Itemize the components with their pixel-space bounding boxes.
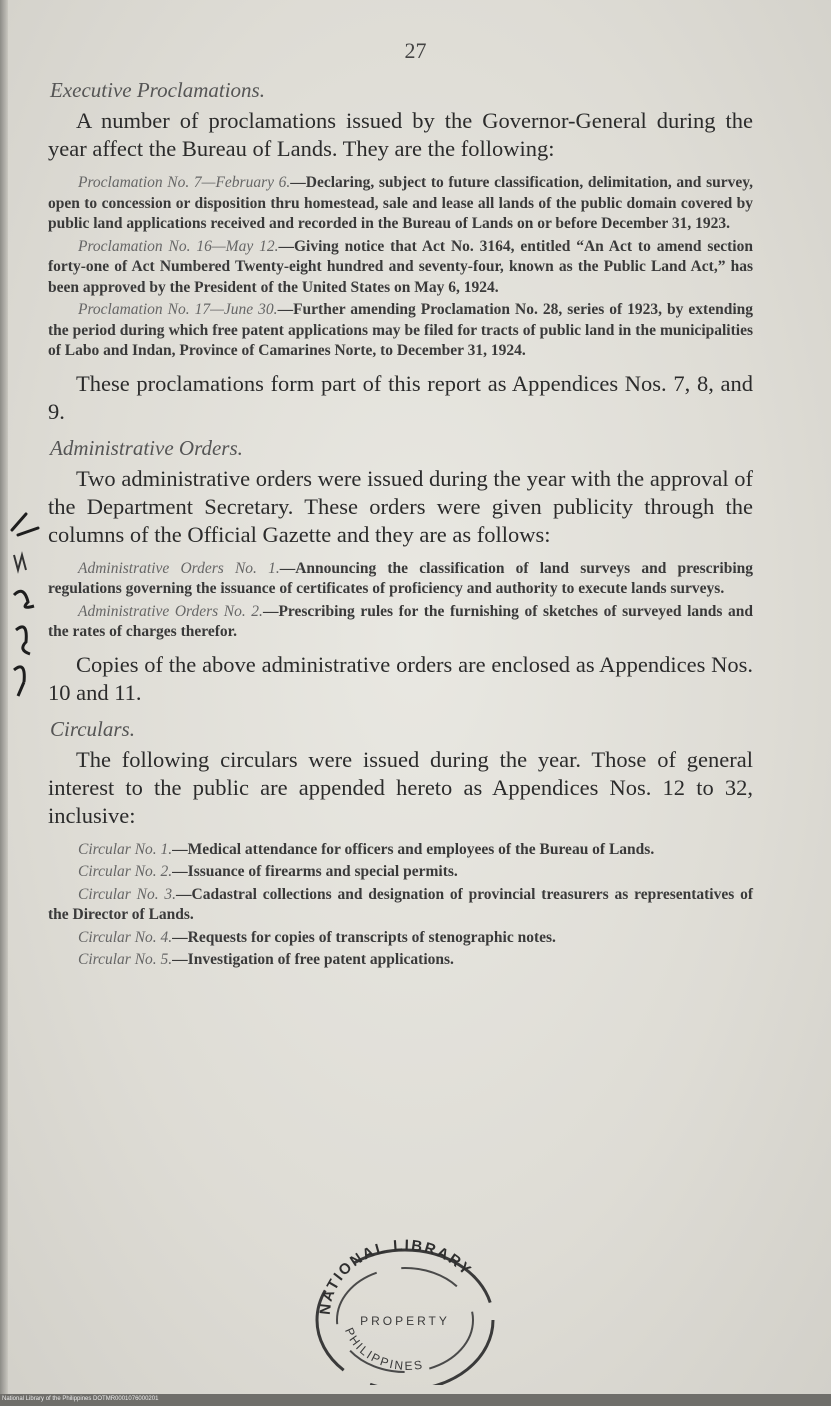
section-heading-circulars: Circulars. bbox=[50, 716, 135, 741]
handwritten-margin-mark bbox=[8, 510, 48, 700]
administrative-list bbox=[48, 559, 753, 643]
administrative-intro: Two administrative orders were issued during the year with the approval of the Department Secretary. These orders were given publicity through the columns of the Official Gazette and they are as follows: bbox=[48, 465, 753, 547]
executive-closing: These proclamations form part of this report as Appendices Nos. 7, 8, and 9. bbox=[48, 370, 753, 424]
list-item: Circular No. 1.—Medical attendance for officers and employees of the Bureau of Lands. bbox=[78, 840, 655, 858]
section-heading-executive: Executive Proclamations. bbox=[50, 78, 265, 102]
list-item: Proclamation No. 7—February 6.—Declaring, subject to future classification, delimitation, and survey, open to concession or disposition thru homestead, sale and lease all lands of the public domain covered by public land applications received and recorded in the Bureau of Lands on or before December 31, 1923. bbox=[48, 174, 753, 232]
book-spine-shadow bbox=[0, 0, 8, 1406]
circulars-intro: The following circulars were issued during the year. Those of general interest to the public are appended hereto as Appendices Nos. 12 to 32, inclusive: bbox=[48, 746, 753, 828]
list-item: Proclamation No. 16—May 12.—Giving notice that Act No. 3164, entitled “An Act to amend section forty-one of Act Numbered Twenty-eight hundred and seventy-four, known as the Public Land Act,” has been approved by the President of the United States on May 6, 1924. bbox=[48, 237, 753, 296]
executive-list bbox=[48, 173, 753, 362]
library-stamp bbox=[300, 1235, 510, 1385]
stamp-middle-text: PROPERTY bbox=[360, 1314, 450, 1328]
scan-footer-text: National Library of the Philippines DOTMR0001076000201 bbox=[2, 1396, 159, 1402]
executive-intro: A number of proclamations issued by the Governor-General during the year affect the Bureau of Lands. They are the following: bbox=[48, 108, 753, 161]
stamp-top-text: NATIONAL LIBRARY bbox=[316, 1236, 476, 1316]
stamp-bottom-text: PHILIPPINES bbox=[342, 1325, 426, 1374]
circulars-list bbox=[48, 840, 753, 971]
list-item: Circular No. 2.—Issuance of firearms and special permits. bbox=[78, 863, 458, 880]
list-item: Proclamation No. 17—June 30.—Further amending Proclamation No. 28, series of 1923, by extending the period during which free patent applications may be filed for tracts of public land in the municipalities of Labo and Indan, Province of Camarines Norte, to December 31, 1924. bbox=[48, 301, 753, 359]
list-item: Circular No. 4.—Requests for copies of transcripts of stenographic notes. bbox=[78, 928, 556, 946]
list-item: Administrative Orders No. 2.—Prescribing rules for the furnishing of sketches of surveyed lands and the rates of charges therefor. bbox=[48, 602, 754, 640]
list-item: Administrative Orders No. 1.—Announcing the classification of land surveys and prescribing regulations governing the issuance of certificates of proficiency and authority to execute lands surveys. bbox=[48, 559, 753, 597]
page-number: 27 bbox=[404, 38, 427, 63]
svg-text:PHILIPPINES bbox=[342, 1325, 425, 1373]
administrative-closing: Copies of the above administrative orders are enclosed as Appendices Nos. 10 and 11. bbox=[48, 651, 753, 705]
section-heading-administrative: Administrative Orders. bbox=[50, 435, 243, 460]
list-item: Circular No. 3.—Cadastral collections and designation of provincial treasurers as representatives of the Director of Lands. bbox=[48, 885, 753, 923]
list-item: Circular No. 5.—Investigation of free patent applications. bbox=[78, 951, 454, 968]
page-content bbox=[48, 78, 753, 979]
